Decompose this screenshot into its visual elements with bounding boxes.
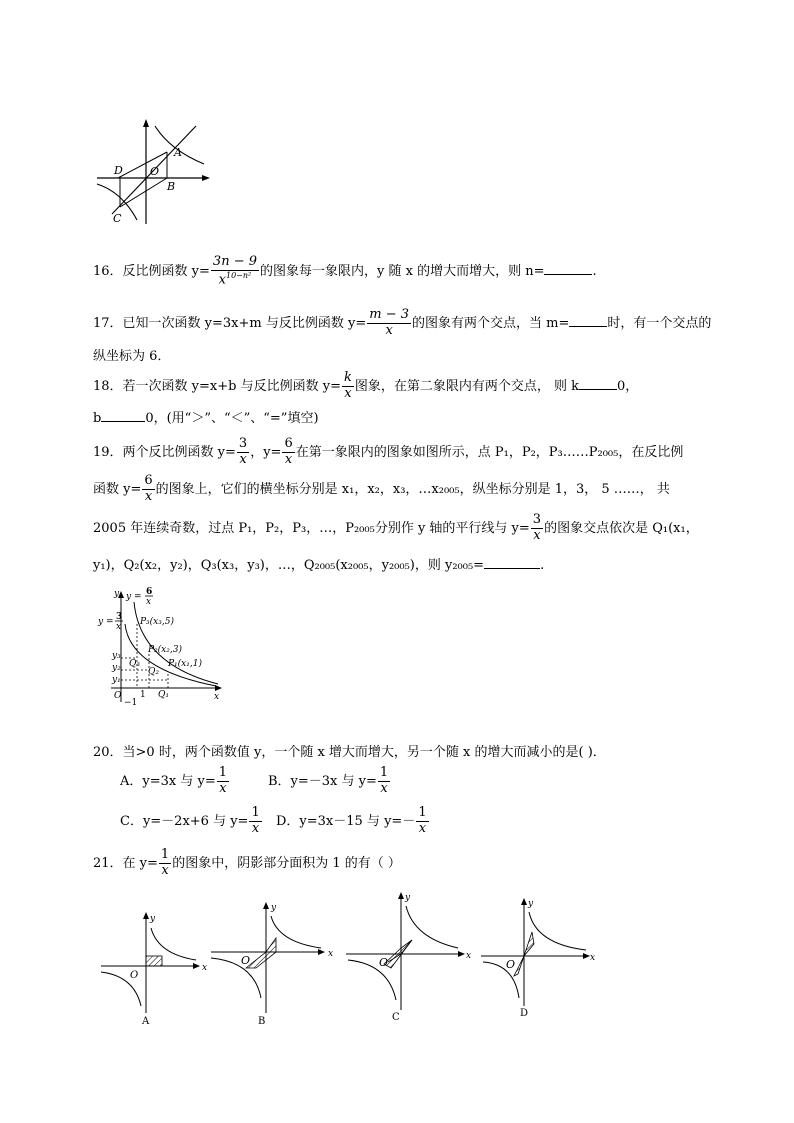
label-option-d: D (520, 1008, 529, 1019)
svg-text:O: O (114, 691, 122, 701)
graph-b (211, 902, 333, 1027)
figure-21 (96, 888, 606, 1028)
fraction-16: $\frac{3n - 9}{x^{10-n^2}}$ (212, 254, 257, 288)
question-20: 20．当>0 时，两个函数值 y，一个随 x 增大而增大，另一个随 x 的增大而减小的是( )． (93, 745, 606, 760)
graph-d (481, 898, 595, 1019)
label-option-b: B (258, 1016, 266, 1027)
svg-text:O: O (379, 956, 389, 969)
option-20-c: C．y=－2x+6 与 y= $\frac{1}{x}$ (120, 805, 260, 836)
svg-text:y: y (271, 903, 277, 913)
question-19-line4: y₁)，Q₂(x₂，y₂)，Q₃(x₃，y₃)，…，Q₂₀₀₅(x₂₀₀₅，y₂₀₀₅)，则 y₂₀₀₅= . (93, 558, 545, 573)
label-p3: P₃(x₃,5) (140, 617, 174, 627)
option-20-d: D．y=3x－15 与 y=－ $\frac{1}{x}$ (276, 805, 427, 836)
svg-text:3: 3 (116, 612, 123, 622)
svg-text:y: y (405, 893, 411, 903)
axis-y-label: y (114, 589, 120, 599)
graph-c (346, 892, 471, 1023)
axis-x-label: x (214, 692, 220, 702)
figure-top (92, 112, 218, 228)
svg-text:y₂: y₂ (112, 663, 121, 673)
label-c: C (113, 212, 122, 225)
svg-text:x: x (590, 953, 596, 963)
svg-text:O: O (241, 954, 251, 967)
svg-text:x: x (328, 949, 334, 959)
answer-blank-19[interactable] (484, 558, 540, 569)
label-b: B (167, 180, 176, 193)
question-16: 16．反比例函数 y= $\frac{3n - 9}{x^{10-n^2}}$ 的图象每一象限内，y 随 x 的增大而增大，则 n= . (93, 254, 597, 288)
label-a: A (174, 146, 182, 159)
fraction-18: $\frac{k}{x}$ (343, 370, 352, 401)
option-20-a: A．y=3x 与 y= $\frac{1}{x}$ (120, 765, 228, 796)
label-p1: P₁(x₁,1) (168, 659, 202, 669)
question-19-line1: 19．两个反比例函数 y= $\frac{3}{x}$ ，y= $\frac{6}{x}$ 在第一象限内的图象如图所示，点 P₁，P₂，P₃……P₂₀₀₅，在反比例 (93, 436, 684, 467)
answer-blank-17[interactable] (569, 316, 607, 327)
label-o: O (150, 165, 160, 178)
question-17-line2: 纵坐标为 6． (93, 349, 171, 364)
svg-text:y =: y = (98, 617, 114, 627)
answer-blank-16[interactable] (544, 264, 592, 275)
svg-text:1: 1 (140, 690, 146, 700)
svg-text:x: x (202, 963, 208, 973)
svg-text:y₁: y₁ (112, 675, 121, 685)
label-option-a: A (142, 1016, 150, 1027)
figure-19 (96, 584, 226, 706)
question-21: 21．在 y= $\frac{1}{x}$ 的图象中，阴影部分面积为 1 的有（ ） (93, 847, 401, 878)
label-option-c: C (392, 1012, 400, 1023)
question-17: 17．已知一次函数 y=3x+m 与反比例函数 y= $\frac{m - 3}{x}$ 的图象有两个交点，当 m= 时，有一个交点的 (93, 307, 712, 338)
question-18: 18．若一次函数 y=x+b 与反比例函数 y= $\frac{k}{x}$ 图象，在第二象限内有两个交点， 则 k 0， (93, 370, 639, 401)
svg-text:O: O (506, 958, 516, 971)
graph-a (101, 912, 207, 1027)
svg-text:y =: y = (126, 592, 142, 602)
svg-text:Q₁: Q₁ (158, 690, 169, 700)
svg-text:Q₃: Q₃ (129, 659, 140, 669)
label-p2: P₂(x₂,3) (148, 645, 182, 655)
option-20-b: B．y=－3x 与 y= $\frac{1}{x}$ (268, 765, 389, 796)
svg-text:6: 6 (146, 587, 153, 597)
label-d: D (114, 164, 123, 177)
svg-text:x: x (116, 622, 122, 632)
svg-text:x: x (146, 597, 152, 607)
question-19-line3: 2005 年连续奇数，过点 P₁，P₂，P₃，…，P₂₀₀₅分别作 y 轴的平行线与 y= $\frac{3}{x}$ 的图象交点依次是 Q₁(x₁， (93, 512, 699, 543)
svg-text:y: y (150, 914, 156, 924)
svg-text:x: x (466, 951, 472, 961)
svg-text:y: y (528, 899, 534, 909)
answer-blank-18b[interactable] (101, 411, 145, 422)
svg-text:−1: −1 (124, 698, 138, 706)
answer-blank-18a[interactable] (579, 379, 617, 390)
svg-text:O: O (130, 970, 139, 981)
svg-text:y₃: y₃ (112, 651, 121, 661)
svg-text:Q₂: Q₂ (148, 667, 159, 677)
question-19-line2: 函数 y= $\frac{6}{x}$ 的图象上，它们的横坐标分别是 x₁，x₂，x₃，…x₂₀₀₅，纵坐标分别是 1，3， 5 ……， 共 (93, 473, 670, 504)
fraction-17: $\frac{m - 3}{x}$ (369, 307, 410, 338)
question-18-line2: b 0，(用“＞”、“＜”、“=”填空) (93, 411, 319, 426)
